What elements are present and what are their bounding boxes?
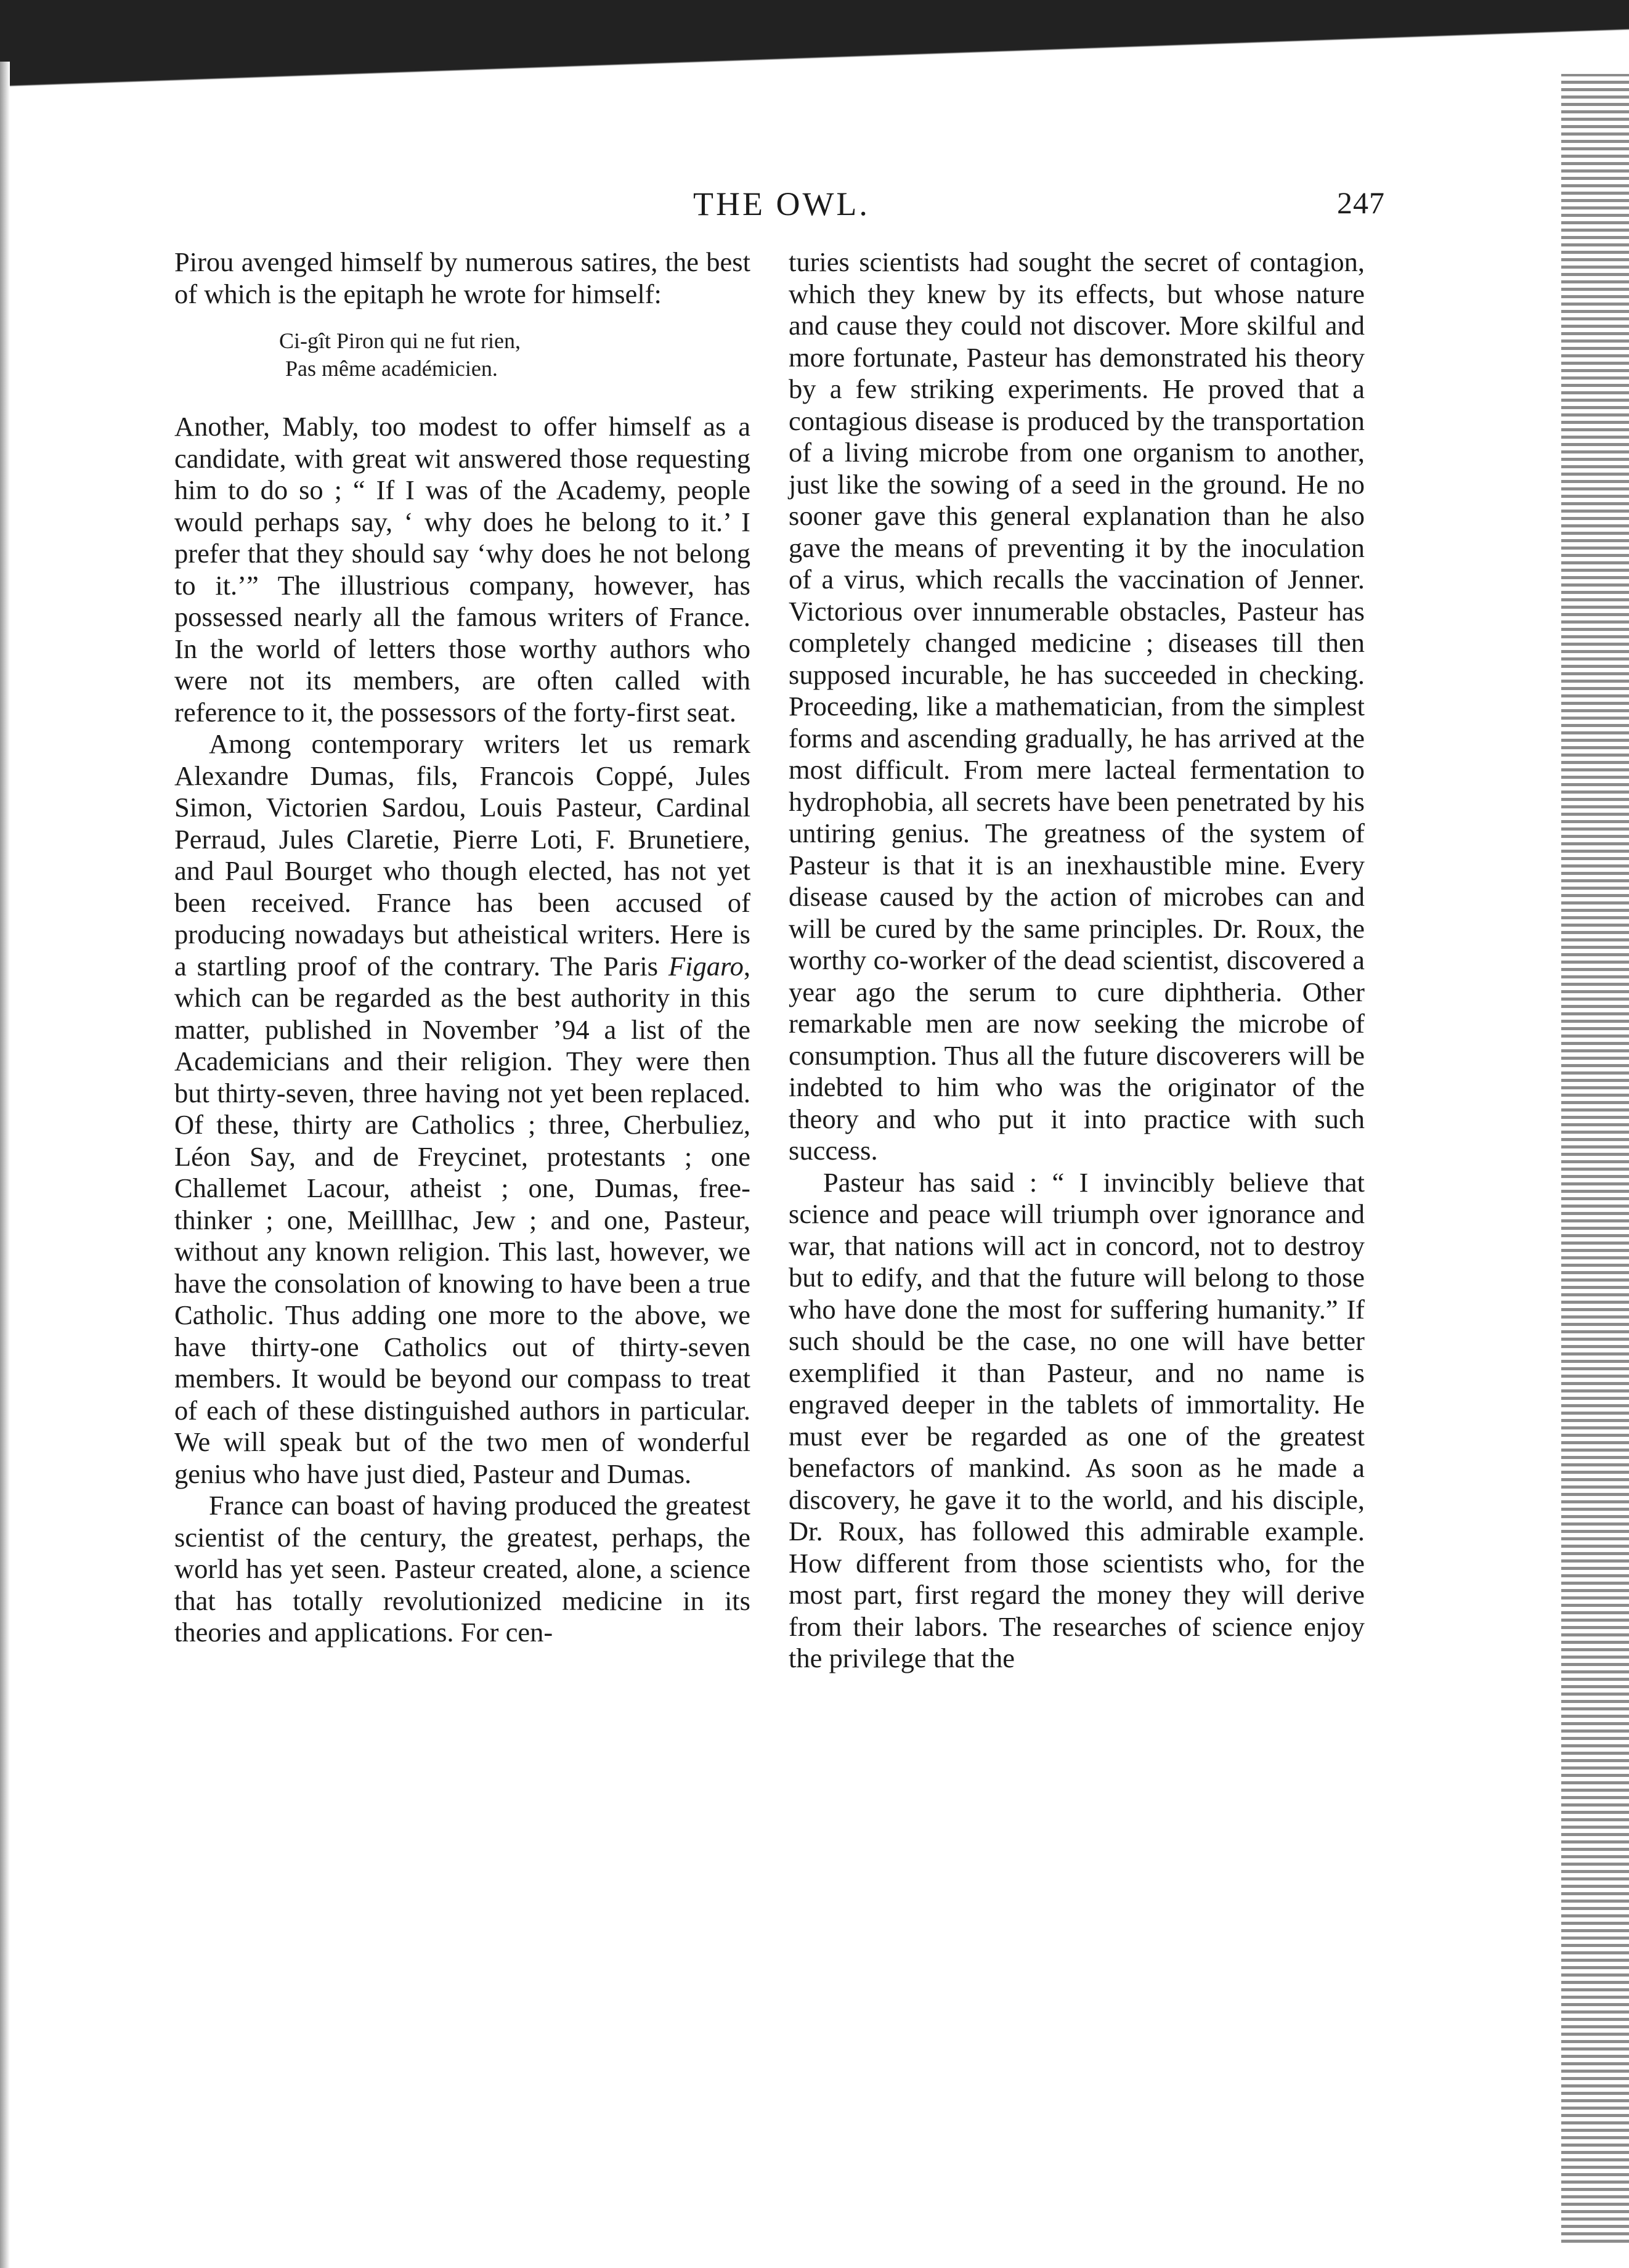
scan-top-edge-shadow [0,0,1629,99]
running-title: THE OWL. [693,185,870,222]
paragraph-pasteur-intro: France can boast of having produced the greatest scientist of the century, the greatest, perhaps, the world has yet seen. Pasteur created, alone, a science that has totally revolutionized medicine in its theories and applications. For cen- [174,1490,750,1648]
paragraph-piron-satires: Pirou avenged himself by numerous satires, the best of which is the epitaph he wrote for himself: [174,246,750,309]
right-column [789,246,1365,1675]
paragraph-text: , which can be regarded as the best authority in this matter, published in November ’94 a list of the Academicians and their religion. They were then but thirty-seven, three having not yet been replaced. Of these, thirty are Catholics ; three, Cherbuliez, Léon Say, and de Freycinet, protestants ; one Challemet Lacour, atheist ; one, Dumas, free-thinker ; one, Meilllhac, Jew ; and one, Pasteur, without any known religion. This last, however, we have the consolation of knowing to have been a true Catholic. Thus adding one more to the above, we have thirty-one Catholics out of thirty-seven members. It would be beyond our compass to treat of each of these distinguished authors in particular. We will speak but of the two men of wonderful genius who have just died, Pasteur and Dumas. [174,950,750,1489]
page-number: 247 [1337,185,1385,220]
scan-right-edge-noise [1561,74,1629,2243]
paragraph-mably: Another, Mably, too modest to offer himself as a candidate, with great wit answered those requesting him to do so ; “ If I was of the Academy, people would perhaps say, ‘ why does he belong to it.’ I prefer that they should say ‘why does he not belong to it.’” The illustrious company, however, has possessed nearly all the famous writers of France. In the world of letters those worthy authors who were not its members, are often called with reference to it, the possessors of the forty-first seat. [174,411,750,728]
scan-left-edge [0,62,10,2268]
paragraph-contemporary-writers [174,728,750,1490]
paragraph-text: Among contemporary writers let us remark Alexandre Dumas, fils, Francois Coppé, Jules Simon, Victorien Sardou, Louis Pasteur, Cardinal Perraud, Jules Claretie, Pierre Loti, F. Brunetiere, and Paul Bourget who though elected, has not yet been received. France has been accused of producing nowadays but atheistical writers. Here is a startling proof of the contrary. The Paris [174,728,750,982]
verse-line-2: Pas même académicien. [285,356,498,381]
verse-line-1: Ci-gît Piron qui ne fut rien, [279,328,521,353]
paragraph-pasteur-theory: turies scientists had sought the secret of contagion, which they knew by its effects, but whose nature and cause they could not discover. More skilful and more fortunate, Pasteur has demonstrated his theory by a few striking experiments. He proved that a contagious disease is produced by the transportation of a living microbe from one organism to another, just like the sowing of a seed in the ground. He no sooner gave this general explanation than he also gave the means of preventing it by the inoculation of a virus, which recalls the vaccination of Jenner. Victorious over innumerable obstacles, Pasteur has completely changed medicine ; diseases till then supposed incurable, he has succeeded in checking. Proceeding, like a mathematician, from the simplest forms and ascending gradually, he has arrived at the most difficult. From mere lacteal fermentation to hydrophobia, all secrets have been penetrated by his untiring genius. The greatness of the system of Pasteur is that it is an inexhaustible mine. Every disease caused by the action of microbes can and will be cured by the same principles. Dr. Roux, the worthy co-worker of the dead scientist, discovered a year ago the serum to cure diphtheria. Other remarkable men are now seeking the microbe of consumption. Thus all the future discoverers will be indebted to him who was the originator of the theory and who put it into practice with such success. [789,246,1365,1166]
newspaper-title: Figaro [668,950,744,982]
epitaph-verse [174,327,750,383]
paragraph-pasteur-quote: Pasteur has said : “ I invincibly believe that science and peace will triumph over ignorance and war, that nations will act in concord, not to destroy but to edify, and that the future will belong to those who have done the most for suffering humanity.” If such should be the case, no one will have better exemplified it than Pasteur, and no name is engraved deeper in the tablets of immortality. He must ever be regarded as one of the greatest benefactors of mankind. As soon as he made a discovery, he gave it to the world, and his disciple, Dr. Roux, has followed this admirable example. How different from those scientists who, for the most part, first regard the money they will derive from their labors. The researches of science enjoy the privilege that the [789,1166,1365,1673]
left-column [174,246,750,1649]
